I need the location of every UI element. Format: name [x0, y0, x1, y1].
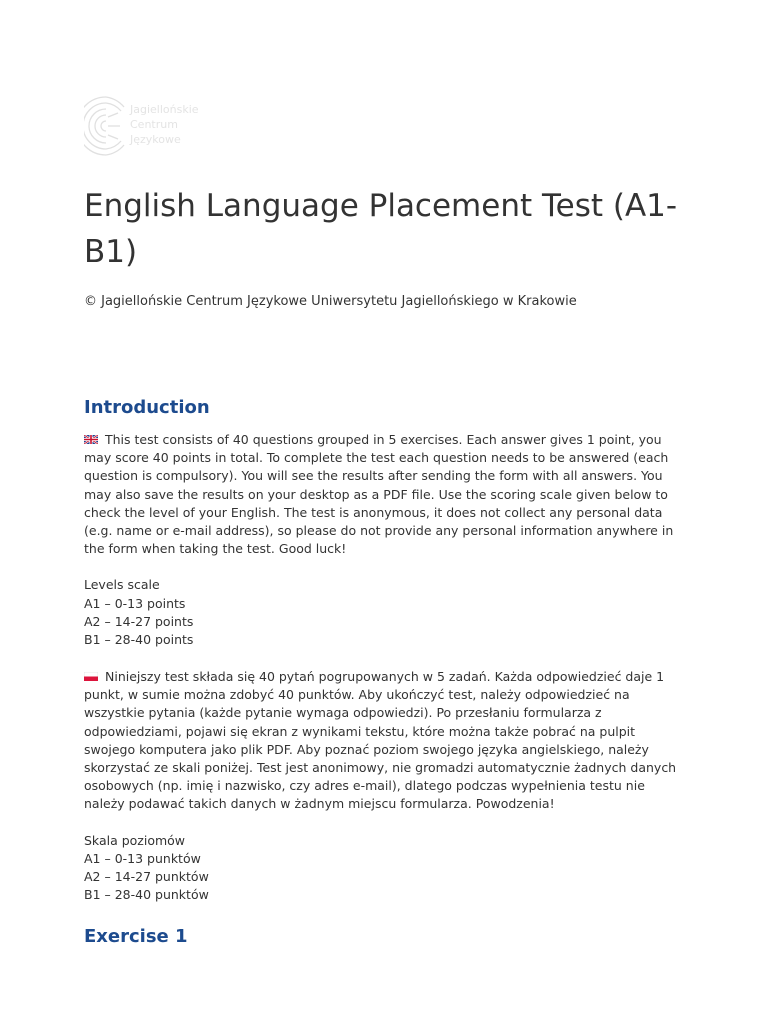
english-level-a1: A1 – 0-13 points	[84, 595, 186, 611]
copyright-notice: © Jagiellońskie Centrum Językowe Uniwersytetu Jagiellońskiego w Krakowie	[84, 294, 577, 309]
exercise-1-heading: Exercise 1	[84, 926, 188, 947]
uk-flag-icon	[84, 435, 98, 444]
english-level-a2: A2 – 14-27 points	[84, 613, 194, 629]
logo-text	[130, 102, 199, 147]
english-text: This test consists of 40 questions grouped in 5 exercises. Each answer gives 1 point, you may score 40 points in total. To complete the test each question needs to be answered (each question is compulsory). You will see the results after sending the form with all answers. You may also save the results on your desktop as a PDF file. Use the scoring scale given below to check the level of your English. The test is anonymous, it does not collect any personal data (e.g. name or e-mail address), so please do not provide any personal information anywhere in the form when taking the test. Good luck!	[84, 432, 674, 557]
pl-flag-icon	[84, 672, 98, 681]
english-scale-title: Levels scale	[84, 577, 160, 593]
polish-levels-scale	[84, 832, 688, 905]
english-instructions	[84, 431, 688, 649]
jcj-logo	[84, 93, 234, 159]
polish-level-a1: A1 – 0-13 punktów	[84, 850, 201, 866]
english-levels-scale	[84, 576, 688, 649]
introduction-heading: Introduction	[84, 397, 210, 418]
polish-text: Niniejszy test składa się 40 pytań pogrupowanych w 5 zadań. Każda odpowiedzieć daje 1 punkt, w sumie można zdobyć 40 punktów. Aby ukończyć test, należy odpowiedzieć na wszystkie pytania (każde pytanie wymaga odpowiedzi). Po przesłaniu formularza z odpowiedziami, pojawi się ekran z wynikami tekstu, które można także pobrać na pulpit swojego komputera jako plik PDF. Aby poznać poziom swojego języka angielskiego, należy skorzystać ze skali poniżej. Test jest anonimowy, nie gromadzi automatycznie żadnych danych osobowych (np. imię i nazwisko, czy adres e-mail), dlatego podczas wypełnienia testu nie należy podawać takich danych w żadnym miejscu formularza. Powodzenia!	[84, 669, 677, 812]
polish-level-b1: B1 – 28-40 punktów	[84, 887, 209, 903]
logo-line-2: Centrum	[130, 118, 178, 131]
polish-scale-title: Skala poziomów	[84, 832, 186, 848]
polish-level-a2: A2 – 14-27 punktów	[84, 869, 209, 885]
polish-instructions	[84, 668, 688, 904]
logo-line-3: Językowe	[130, 133, 181, 146]
english-paragraph	[84, 431, 688, 558]
logo-line-1: Jagiellońskie	[130, 103, 199, 116]
logo-mark-icon	[84, 93, 128, 159]
english-level-b1: B1 – 28-40 points	[84, 632, 194, 648]
page-title: English Language Placement Test (A1-B1)	[84, 188, 678, 270]
polish-paragraph	[84, 668, 688, 814]
